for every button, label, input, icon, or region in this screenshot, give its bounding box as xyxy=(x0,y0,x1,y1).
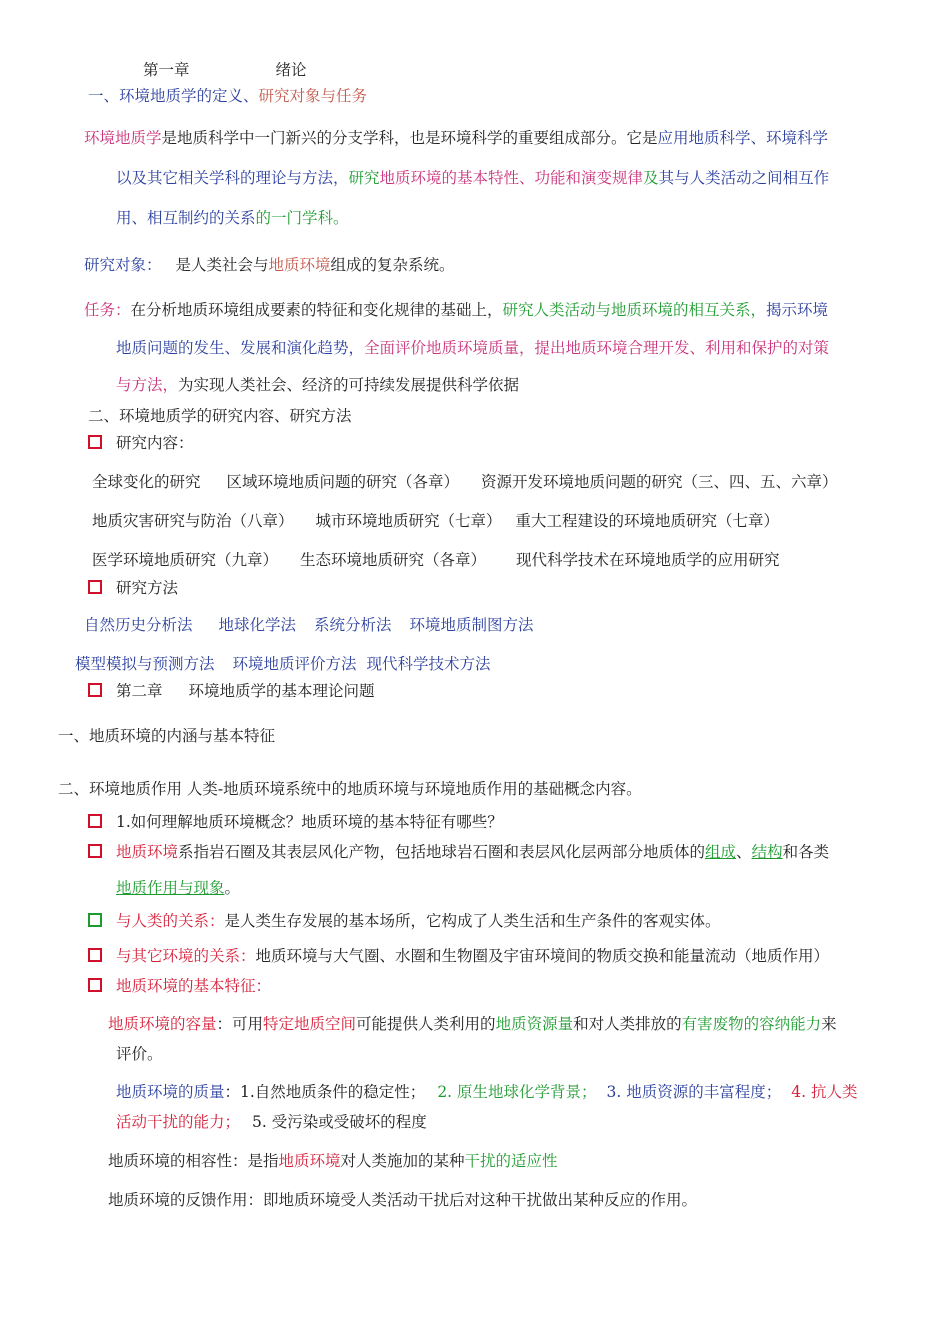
feedback: 地质环境的反馈作用：即地质环境受人类活动干扰后对这种干扰做出某种反应的作用。 xyxy=(108,1191,698,1209)
bullet-icon xyxy=(88,913,102,927)
geo-env-line2 xyxy=(116,878,240,898)
definition-line3 xyxy=(116,208,349,228)
geo-env-end: 。 xyxy=(224,879,241,897)
bullet-icon xyxy=(88,435,102,449)
relation-human-label: 与人类的关系： xyxy=(116,912,225,930)
def-text5: 地质环境的基本特性、功能和演变规律 xyxy=(379,169,644,187)
chapter2-title: 环境地质学的基本理论问题 xyxy=(188,682,375,700)
def-term: 环境地质学 xyxy=(84,129,162,147)
method-item: 自然历史分析法 xyxy=(84,616,193,634)
relation-other xyxy=(88,946,829,966)
question1-text: 1.如何理解地质环境概念？地质环境的基本特征有哪些？ xyxy=(116,813,503,831)
task-g: 为实现人类社会、经济的可持续发展提供科学依据 xyxy=(178,376,520,394)
c2-heading2: 二、环境地质作用 人类-地质环境系统中的地质环境与环境地质作用的基础概念内容。 xyxy=(58,780,642,798)
def-text1: 是地质科学中一门新兴的分支学科，也是环境科学的重要组成部分。它是 xyxy=(161,129,658,147)
capacity-text5: 和对人类排放的 xyxy=(573,1015,682,1033)
capacity-line2: 评价。 xyxy=(116,1045,163,1063)
research-methods-label xyxy=(88,578,178,598)
geo-env-process: 地质作用与现象 xyxy=(116,879,225,897)
capacity-line1 xyxy=(108,1014,837,1034)
bullet-icon xyxy=(88,948,102,962)
section2-heading: 二、环境地质学的研究内容、研究方法 xyxy=(88,407,352,425)
compatibility-text2: 地质环境 xyxy=(278,1152,341,1170)
content-item: 生态环境地质研究（各章） xyxy=(300,551,487,569)
research-object-a: 是人类社会与 xyxy=(175,256,269,274)
quality-text3: 3. 地质资源的丰富程度； xyxy=(606,1083,782,1101)
method-item: 系统分析法 xyxy=(314,616,392,634)
definition-line2 xyxy=(116,168,829,188)
def-text3: 以及其它相关学科的理论与方法， xyxy=(116,169,349,187)
relation-other-text: 地质环境与大气圈、水圈和生物圈及宇宙环境间的物质交换和能量流动（地质作用） xyxy=(255,947,830,965)
chapter1-heading xyxy=(143,60,307,80)
task-c: 揭示环境 xyxy=(766,301,829,319)
chapter1-number: 第一章 xyxy=(143,61,190,79)
content-item: 现代科学技术在环境地质学的应用研究 xyxy=(516,551,780,569)
def-text7: 其与人类活动之间相互作 xyxy=(658,169,830,187)
method-item: 现代科学技术方法 xyxy=(366,655,491,673)
task-label: 任务： xyxy=(84,301,131,319)
geo-env-sep: 、 xyxy=(736,843,752,861)
bullet-icon xyxy=(88,580,102,594)
task-line1 xyxy=(84,300,828,320)
quality-text4: 4. 抗人类 xyxy=(791,1083,858,1101)
quality-line2 xyxy=(116,1112,427,1132)
quality-text1: ：1.自然地质条件的稳定性； xyxy=(224,1083,426,1101)
def-text9: 的一门学科。 xyxy=(255,209,349,227)
research-content-text: 研究内容： xyxy=(116,434,194,452)
content-item: 资源开发环境地质问题的研究（三、四、五、六章） xyxy=(481,473,838,491)
content-row1 xyxy=(92,472,838,492)
section1-heading-b: 研究对象与任务 xyxy=(258,87,368,105)
research-object-label: 研究对象： xyxy=(84,256,162,274)
capacity-text6: 有害废物的容纳能力 xyxy=(681,1015,822,1033)
task-d: 地质问题的发生、发展和演化趋势， xyxy=(116,339,365,357)
bullet-icon xyxy=(88,844,102,858)
quality-text6: 5. 受污染或受破坏的程度 xyxy=(252,1113,427,1131)
bullet-icon xyxy=(88,683,102,697)
compatibility-text1: 地质环境的相容性：是指 xyxy=(108,1152,279,1170)
definition-line1 xyxy=(84,128,828,148)
research-methods-text: 研究方法 xyxy=(116,579,179,597)
geo-env-text2: 和各类 xyxy=(782,843,830,861)
def-text2: 应用地质科学、环境科学 xyxy=(657,129,829,147)
task-line3 xyxy=(116,375,519,395)
method-item: 模型模拟与预测方法 xyxy=(75,655,215,673)
capacity-text3: 可能提供人类利用的 xyxy=(356,1015,496,1033)
method-item: 地球化学法 xyxy=(218,616,297,634)
capacity-text4: 地质资源量 xyxy=(495,1015,574,1033)
section1-heading xyxy=(88,86,367,106)
geo-env-term: 地质环境 xyxy=(116,843,179,861)
section1-heading-a: 一、环境地质学的定义、 xyxy=(88,87,259,105)
c2-heading1: 一、地质环境的内涵与基本特征 xyxy=(58,727,276,745)
question1 xyxy=(88,812,503,832)
task-a: 在分析地质环境组成要素的特征和变化规律的基础上， xyxy=(130,301,503,319)
quality-line1 xyxy=(116,1082,857,1102)
geo-env-line1 xyxy=(88,842,829,862)
content-item: 地质灾害研究与防治（八章） xyxy=(92,512,294,530)
geo-env-structure: 结构 xyxy=(751,843,783,861)
content-item: 城市环境地质研究（七章） xyxy=(315,512,502,530)
features-label: 地质环境的基本特征： xyxy=(116,977,272,995)
content-row2 xyxy=(92,511,779,531)
method-item: 环境地质制图方法 xyxy=(409,616,534,634)
bullet-icon xyxy=(88,814,102,828)
content-item: 重大工程建设的环境地质研究（七章） xyxy=(515,512,780,530)
research-object-b: 地质环境 xyxy=(268,256,331,274)
research-object-c: 组成的复杂系统。 xyxy=(330,256,455,274)
geo-env-text: 系指岩石圈及其表层风化产物，包括地球岩石圈和表层风化层两部分地质体的 xyxy=(178,843,706,861)
task-e: 全面评价地质环境质量，提出地质环境合理开发、利用和保护的对策 xyxy=(364,339,830,357)
relation-human-text: 是人类生存发展的基本场所，它构成了人类生活和生产条件的客观实体。 xyxy=(224,912,721,930)
relation-other-label: 与其它环境的关系： xyxy=(116,947,256,965)
task-f: 与方法， xyxy=(116,376,179,394)
task-line2 xyxy=(116,338,829,358)
def-text8: 用、相互制约的关系 xyxy=(116,209,256,227)
capacity-text7: 来 xyxy=(821,1015,837,1033)
def-text4: 研究 xyxy=(348,169,380,187)
research-content-label xyxy=(88,433,194,453)
chapter2-number: 第二章 xyxy=(116,682,163,700)
research-object xyxy=(84,255,455,275)
relation-human xyxy=(88,911,721,931)
capacity-text1: ：可用 xyxy=(216,1015,264,1033)
task-b: 研究人类活动与地质环境的相互关系， xyxy=(502,301,767,319)
methods-row1 xyxy=(84,615,534,635)
compatibility-text3: 对人类施加的某种 xyxy=(340,1152,465,1170)
method-item: 环境地质评价方法 xyxy=(232,655,357,673)
compatibility-text4: 干扰的适应性 xyxy=(464,1152,558,1170)
quality-text2: 2. 原生地球化学背景； xyxy=(437,1083,597,1101)
bullet-icon xyxy=(88,978,102,992)
methods-row2 xyxy=(75,654,491,674)
content-item: 区域环境地质问题的研究（各章） xyxy=(226,473,460,491)
capacity-text2: 特定地质空间 xyxy=(263,1015,357,1033)
def-text6: 及 xyxy=(643,169,659,187)
content-item: 医学环境地质研究（九章） xyxy=(92,551,279,569)
geo-env-composition: 组成 xyxy=(705,843,737,861)
quality-term: 地质环境的质量 xyxy=(116,1083,225,1101)
capacity-term: 地质环境的容量 xyxy=(108,1015,217,1033)
content-item: 全球变化的研究 xyxy=(92,473,201,491)
chapter1-title: 绪论 xyxy=(275,61,307,79)
features-heading xyxy=(88,976,271,996)
compatibility xyxy=(108,1151,558,1171)
content-row3 xyxy=(92,550,780,570)
chapter2-heading xyxy=(88,681,375,701)
quality-text5: 活动干扰的能力； xyxy=(116,1113,241,1131)
